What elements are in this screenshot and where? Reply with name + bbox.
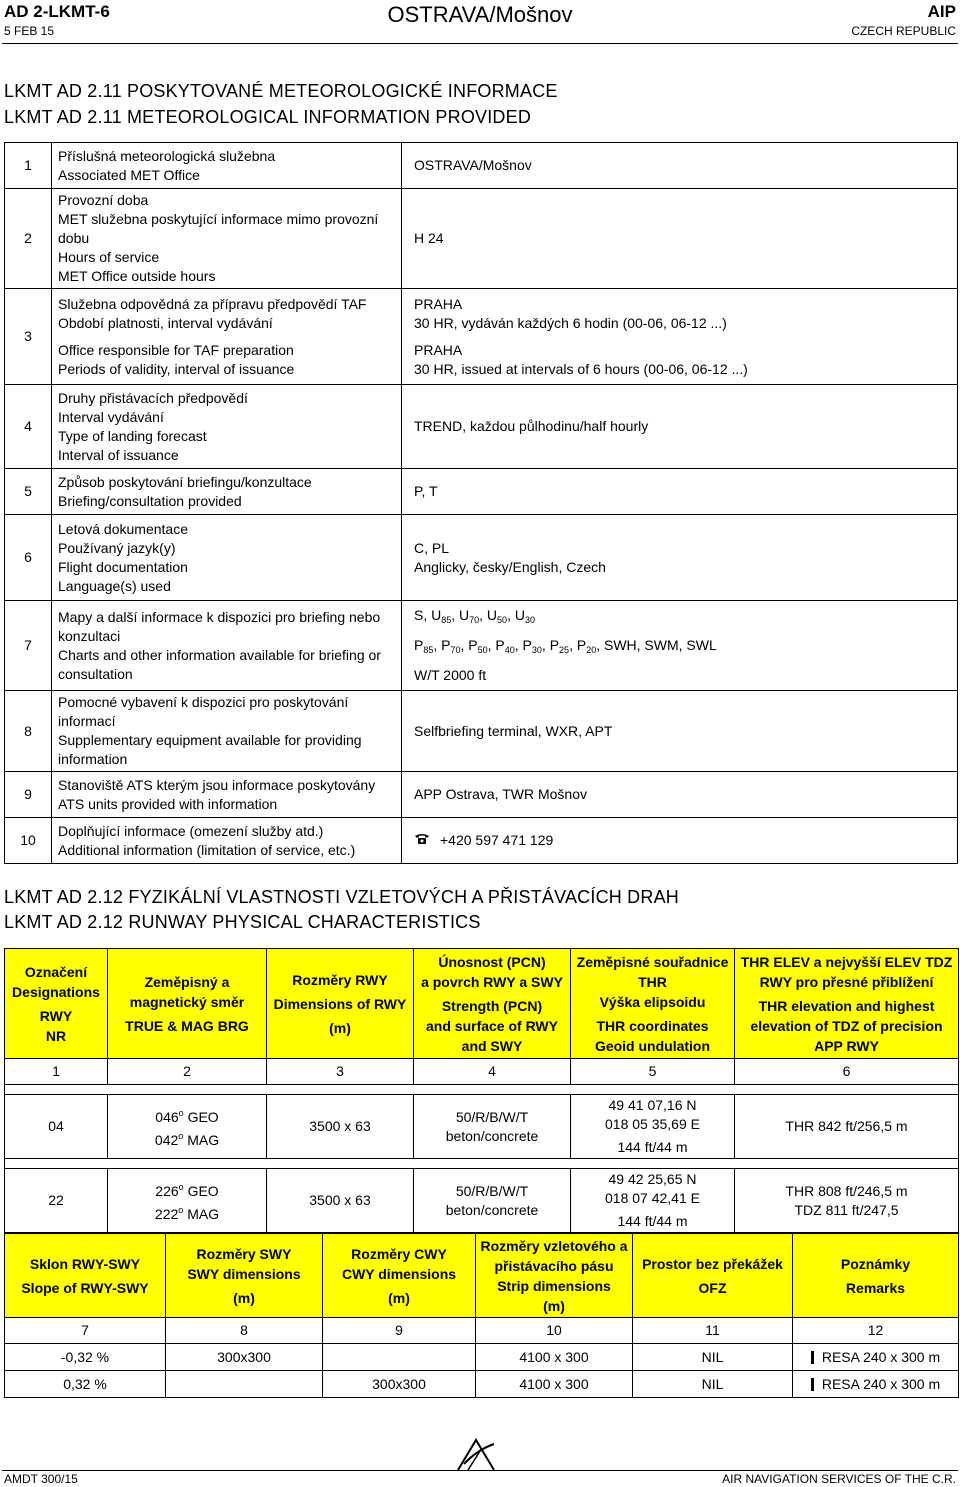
- chart-list-line-1: S, $U_{85}$, $U_{70}$, $U_{50}$, $U_{30}$: [414, 607, 535, 625]
- section-12-title-cz: LKMT AD 2.12 FYZIKÁLNÍ VLASTNOSTI VZLETOVÝCH A PŘISTÁVACÍCH DRAH: [4, 887, 679, 907]
- rwy-designation: 04: [5, 1095, 108, 1159]
- ofz-value: NIL: [633, 1371, 793, 1398]
- section-12-title-en: LKMT AD 2.12 RUNWAY PHYSICAL CHARACTERISTICS: [4, 912, 481, 932]
- row-value: +420 597 471 129: [402, 818, 958, 864]
- table-row: [5, 818, 958, 864]
- header-strength: Únosnost (PCN) a povrch RWY a SWY Strength (PCN) and surface of RWY and SWY: [414, 949, 571, 1059]
- row-label: Doplňující informace (omezení služby atd.) Additional information (limitation of service, etc.): [52, 818, 402, 864]
- row-number: 6: [5, 515, 52, 601]
- row-number: 2: [5, 189, 52, 289]
- footer-rule: [2, 1470, 958, 1471]
- cwy-value: [323, 1344, 476, 1371]
- section-11-title-en: LKMT AD 2.11 METEOROLOGICAL INFORMATION PROVIDED: [4, 107, 532, 127]
- row-label: Způsob poskytování briefingu/konzultace Briefing/consultation provided: [52, 469, 402, 515]
- column-number: 2: [108, 1059, 267, 1085]
- column-number-row: [5, 1059, 959, 1085]
- column-number: 9: [323, 1318, 476, 1344]
- row-value: OSTRAVA/Mošnov: [402, 143, 958, 189]
- rwy-dimensions: 3500 x 63: [267, 1095, 414, 1159]
- header-rule: [2, 43, 958, 44]
- row-label: Mapy a další informace k dispozici pro briefing nebo konzultaci Charts and other information available for briefing or consultation: [52, 601, 402, 691]
- rwy-bearing: 226$^o$ GEO 222$^o$ MAG: [108, 1169, 267, 1233]
- header-ofz: Prostor bez překážek OFZ: [633, 1234, 793, 1318]
- rwy-strength: 50/R/B/W/T beton/concrete: [414, 1169, 571, 1233]
- row-value: PRAHA 30 HR, vydáván každých 6 hodin (00-06, 06-12 ...) PRAHA 30 HR, issued at intervals of 6 hours (00-06, 06-12 ...): [402, 289, 958, 385]
- publisher: AIR NAVIGATION SERVICES OF THE C.R.: [722, 1472, 956, 1486]
- table-row: [5, 1095, 959, 1159]
- remarks-value: RESA 240 x 300 m: [793, 1371, 959, 1398]
- swy-value: [166, 1371, 323, 1398]
- table-row: [5, 143, 958, 189]
- header-designations: Označení Designations RWY NR: [5, 949, 108, 1059]
- aerodrome-title: OSTRAVA/Mošnov: [387, 2, 573, 27]
- row-label: Pomocné vybavení k dispozici pro poskytování informací Supplementary equipment available for providing information: [52, 691, 402, 772]
- column-number: 8: [166, 1318, 323, 1344]
- row-value: Selfbriefing terminal, WXR, APT: [402, 691, 958, 772]
- rwy-strength: 50/R/B/W/T beton/concrete: [414, 1095, 571, 1159]
- runway-table-2: [4, 1233, 959, 1398]
- amendment-number: AMDT 300/15: [4, 1472, 78, 1486]
- column-number: 6: [735, 1059, 959, 1085]
- row-value: [402, 601, 958, 691]
- ofz-value: NIL: [633, 1344, 793, 1371]
- strip-value: 4100 x 300: [476, 1344, 633, 1371]
- column-number-row: [5, 1318, 959, 1344]
- header-elevation: THR ELEV a nejvyšší ELEV TDZ RWY pro přesné přiblížení THR elevation and highest elevation of TDZ of precision APP RWY: [735, 949, 959, 1059]
- row-number: 3: [5, 289, 52, 385]
- doc-id: AD 2-LKMT-6: [4, 2, 110, 21]
- slope-value: -0,32 %: [5, 1344, 166, 1371]
- amendment-bar-icon: [811, 1351, 814, 1364]
- header-dimensions: Rozměry RWY Dimensions of RWY (m): [267, 949, 414, 1059]
- header-slope: Sklon RWY-SWY Slope of RWY-SWY: [5, 1234, 166, 1318]
- rwy-elevation: THR 842 ft/256,5 m: [735, 1095, 959, 1159]
- column-number: 7: [5, 1318, 166, 1344]
- table-row: [5, 189, 958, 289]
- table-row: [5, 385, 958, 469]
- spacer-row: [5, 1159, 959, 1169]
- header-cwy: Rozměry CWY CWY dimensions (m): [323, 1234, 476, 1318]
- rwy-designation: 22: [5, 1169, 108, 1233]
- spacer-row: [5, 1085, 959, 1095]
- table-row: [5, 691, 958, 772]
- table-header-row: [5, 949, 959, 1059]
- row-label: Druhy přistávacích předpovědí Interval vydávání Type of landing forecast Interval of issuance: [52, 385, 402, 469]
- row-number: 7: [5, 601, 52, 691]
- header-swy: Rozměry SWY SWY dimensions (m): [166, 1234, 323, 1318]
- table-row: [5, 289, 958, 385]
- table-header-row: [5, 1234, 959, 1318]
- header-strip: Rozměry vzletového a přistávacího pásu Strip dimensions (m): [476, 1234, 633, 1318]
- rwy-bearing: 046$^o$ GEO 042$^o$ MAG: [108, 1095, 267, 1159]
- table-row: [5, 1169, 959, 1233]
- row-number: 1: [5, 143, 52, 189]
- column-number: 11: [633, 1318, 793, 1344]
- row-label: Služebna odpovědná za přípravu předpovědí TAF Období platnosti, interval vydávání Office responsible for TAF preparation Periods of validity, interval of issuance: [52, 289, 402, 385]
- row-value: TREND, každou půlhodinu/half hourly: [402, 385, 958, 469]
- row-number: 5: [5, 469, 52, 515]
- cwy-value: 300x300: [323, 1371, 476, 1398]
- runway-table-1: [4, 948, 959, 1233]
- strip-value: 4100 x 300: [476, 1371, 633, 1398]
- rwy-elevation: THR 808 ft/246,5 m TDZ 811 ft/247,5: [735, 1169, 959, 1233]
- swy-value: 300x300: [166, 1344, 323, 1371]
- section-11-title-cz: LKMT AD 2.11 POSKYTOVANÉ METEOROLOGICKÉ INFORMACE: [4, 81, 558, 101]
- rwy-coordinates: 49 41 07,16 N 018 05 35,69 E 144 ft/44 m: [571, 1095, 735, 1159]
- slope-value: 0,32 %: [5, 1371, 166, 1398]
- row-label: Stanoviště ATS kterým jsou informace poskytovány ATS units provided with information: [52, 772, 402, 818]
- table-row: [5, 772, 958, 818]
- table-row: [5, 515, 958, 601]
- met-info-table: [4, 142, 958, 864]
- table-row: [5, 601, 958, 691]
- column-number: 3: [267, 1059, 414, 1085]
- row-number: 8: [5, 691, 52, 772]
- row-value: H 24: [402, 189, 958, 289]
- column-number: 5: [571, 1059, 735, 1085]
- row-number: 4: [5, 385, 52, 469]
- row-label: Provozní doba MET služebna poskytující informace mimo provozní dobu Hours of service MET Office outside hours: [52, 189, 402, 289]
- telephone-icon: [414, 831, 430, 850]
- chart-list-line-2: $P_{85}$, $P_{70}$, $P_{50}$, $P_{40}$, $P_{30}$, $P_{25}$, $P_{20}$, SWH, SWM, SWL: [414, 637, 717, 655]
- doc-date: 5 FEB 15: [4, 24, 55, 38]
- table-row: [5, 1344, 959, 1371]
- rwy-dimensions: 3500 x 63: [267, 1169, 414, 1233]
- country-label: CZECH REPUBLIC: [851, 24, 956, 38]
- table-row: [5, 1371, 959, 1398]
- column-number: 12: [793, 1318, 959, 1344]
- row-number: 9: [5, 772, 52, 818]
- header-remarks: Poznámky Remarks: [793, 1234, 959, 1318]
- column-number: 1: [5, 1059, 108, 1085]
- aip-label: AIP: [927, 2, 956, 21]
- chart-list-line-3: W/T 2000 ft: [414, 667, 487, 683]
- row-value: C, PL Anglicky, česky/English, Czech: [402, 515, 958, 601]
- row-label: Příslušná meteorologická služebna Associated MET Office: [52, 143, 402, 189]
- row-value: APP Ostrava, TWR Mošnov: [402, 772, 958, 818]
- column-number: 4: [414, 1059, 571, 1085]
- amendment-bar-icon: [811, 1378, 814, 1391]
- row-value: P, T: [402, 469, 958, 515]
- header-coordinates: Zeměpisné souřadnice THR Výška elipsoidu THR coordinates Geoid undulation: [571, 949, 735, 1059]
- header-bearing: Zeměpisný a magnetický směr TRUE & MAG BRG: [108, 949, 267, 1059]
- table-row: [5, 469, 958, 515]
- rwy-coordinates: 49 42 25,65 N 018 07 42,41 E 144 ft/44 m: [571, 1169, 735, 1233]
- row-number: 10: [5, 818, 52, 864]
- column-number: 10: [476, 1318, 633, 1344]
- remarks-value: RESA 240 x 300 m: [793, 1344, 959, 1371]
- row-label: Letová dokumentace Používaný jazyk(y) Flight documentation Language(s) used: [52, 515, 402, 601]
